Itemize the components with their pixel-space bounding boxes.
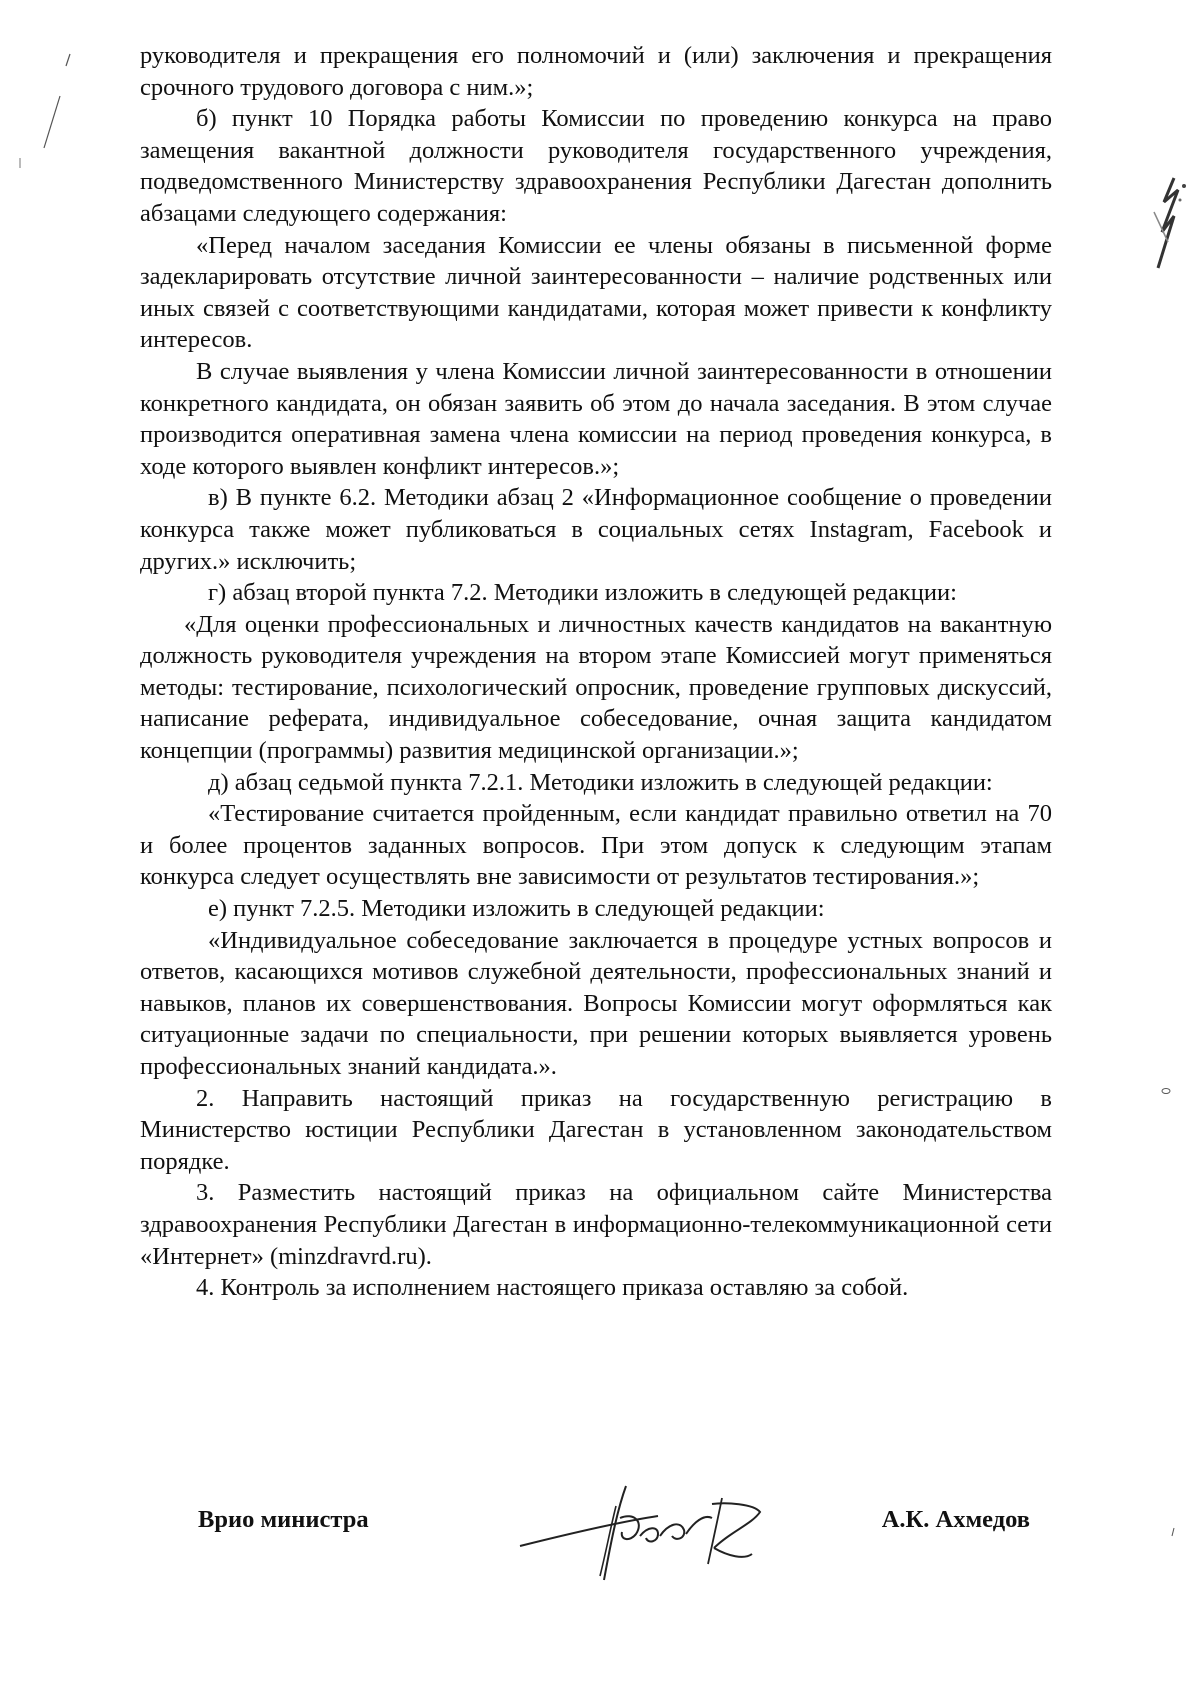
document-body <box>140 40 1052 1304</box>
signatory-name: А.К. Ахмедов <box>881 1506 1030 1533</box>
paragraph-item-d: д) абзац седьмой пункта 7.2.1. Методики изложить в следующей редакции: <box>208 768 993 796</box>
paragraph-continuation: руководителя и прекращения его полномочий и (или) заключения и прекращения срочного трудового договора с ним.»; <box>140 42 1052 101</box>
paragraph-quote-methods: «Для оценки профессиональных и личностных качеств кандидатов на вакантную должность руководителя учреждения на втором этапе Комиссией могут применяться методы: тестирование, психологический опросник, проведение групповых дискуссий, написание реферата, индивидуальное собеседование, очная защита кандидатом концепции (программы) развития медицинской организации.»; <box>140 610 1052 765</box>
handwritten-signature-icon <box>508 1478 778 1588</box>
scan-artifact-left-icon <box>14 48 74 168</box>
signatory-role: Врио министра <box>198 1506 369 1533</box>
paragraph-point-4: 4. Контроль за исполнением настоящего приказа оставляю за собой. <box>196 1274 909 1302</box>
paragraph-item-v: в) В пункте 6.2. Методики абзац 2 «Информационное сообщение о проведении конкурса также может публиковаться в социальных сетях Instagram, Facebook и других.» исключить; <box>140 484 1052 575</box>
signature-block <box>140 1478 1052 1598</box>
paragraph-point-2: 2. Направить настоящий приказ на государственную регистрацию в Министерство юстиции Республики Дагестан в установленном законодательством порядке. <box>140 1084 1052 1175</box>
paragraph-item-b: б) пункт 10 Порядка работы Комиссии по проведению конкурса на право замещения вакантной должности руководителя государственного учреждения, подведомственного Министерству здравоохранения Республики Дагестан дополнить абзацами следующего содержания: <box>140 105 1052 227</box>
paragraph-quote-interview: «Индивидуальное собеседование заключается в процедуре устных вопросов и ответов, касающихся мотивов служебной деятельности, профессиональных знаний и навыков, планов их совершенствования. Вопросы Комиссии могут оформляться как ситуационные задачи по специальности, при решении которых выявляется уровень профессиональных знаний кандидата.». <box>140 926 1052 1080</box>
paragraph-item-g: г) абзац второй пункта 7.2. Методики изложить в следующей редакции: <box>208 579 957 607</box>
paragraph-conflict-interest: В случае выявления у члена Комиссии личной заинтересованности в отношении конкретного кандидата, он обязан заявить об этом до начала заседания. В этом случае производится оперативная замена члена комиссии на период проведения конкурса, в ходе которого выявлен конфликт интересов.»; <box>140 357 1052 480</box>
paragraph-point-3: 3. Разместить настоящий приказ на официальном сайте Министерства здравоохранения Республики Дагестан в информационно-телекоммуникационной сети «Интернет» (minzdravrd.ru). <box>140 1179 1052 1270</box>
paragraph-quote-testing: «Тестирование считается пройденным, если кандидат правильно ответил на 70 и более процентов заданных вопросов. При этом допуск к следующим этапам конкурса следует осуществлять вне зависимости от результатов тестирования.»; <box>140 800 1052 891</box>
scan-dot-bottom-icon <box>1168 1526 1180 1538</box>
paragraph-item-e: е) пункт 7.2.5. Методики изложить в следующей редакции: <box>208 895 825 923</box>
scan-dot-icon <box>1160 1086 1172 1096</box>
paragraph-quote-commission: «Перед началом заседания Комиссии ее члены обязаны в письменной форме задекларировать отсутствие личной заинтересованности – наличие родственных или иных связей с соответствующими кандидатами, которая может привести к конфликту интересов. <box>140 231 1052 354</box>
scan-artifact-right-icon <box>1144 172 1196 292</box>
